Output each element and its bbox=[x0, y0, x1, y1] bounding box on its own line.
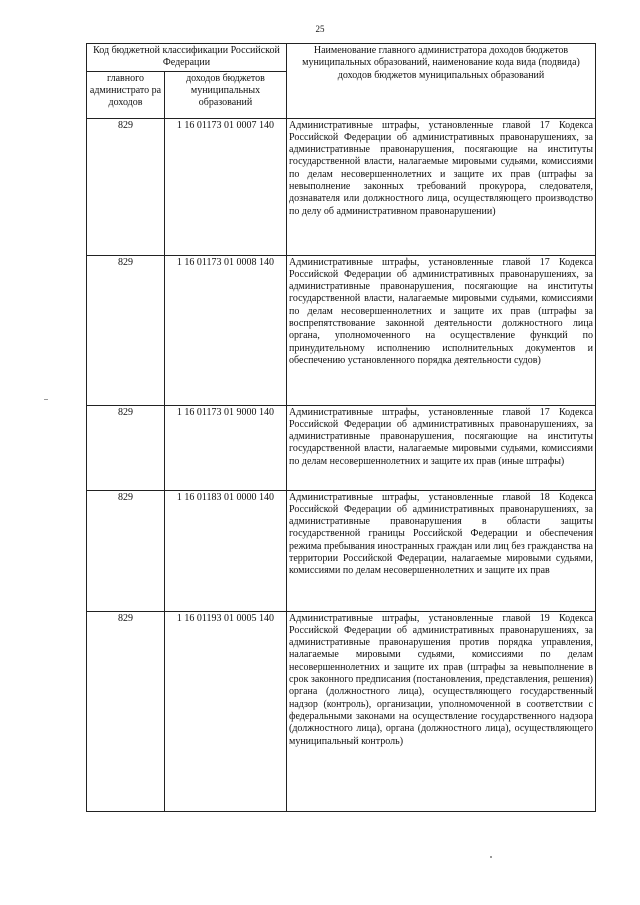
income-name-cell: Административные штрафы, установленные главой 17 Кодекса Российской Федерации об административных правонарушениях, за административные правонарушения, посягающие на институты государственной власти, налагаемые мировыми судьями, комиссиями по делам несовершеннолетних и защите их прав (иные штрафы) bbox=[287, 405, 596, 490]
income-code-cell: 1 16 01183 01 0000 140 bbox=[165, 490, 287, 611]
header-name-column: Наименование главного администратора доходов бюджетов муниципальных образований, наименование кода вида (подвида) доходов бюджетов муниципальных образований bbox=[287, 44, 596, 119]
table-row bbox=[87, 490, 596, 611]
admin-code-cell: 829 bbox=[87, 405, 165, 490]
table-row bbox=[87, 405, 596, 490]
income-code-cell: 1 16 01173 01 9000 140 bbox=[165, 405, 287, 490]
table-row bbox=[87, 255, 596, 405]
admin-code-cell: 829 bbox=[87, 611, 165, 811]
income-code-cell: 1 16 01193 01 0005 140 bbox=[165, 611, 287, 811]
admin-code-cell: 829 bbox=[87, 118, 165, 255]
page-number: 25 bbox=[315, 24, 325, 34]
admin-code-cell: 829 bbox=[87, 490, 165, 611]
income-code-cell: 1 16 01173 01 0007 140 bbox=[165, 118, 287, 255]
scan-mark bbox=[44, 399, 48, 400]
income-name-cell: Административные штрафы, установленные главой 19 Кодекса Российской Федерации об административных правонарушениях, за административные правонарушения против порядка управления, налагаемые мировыми судьями, комиссиями по делам несовершеннолетних и защите их прав (штрафы за невыполнение в срок законного предписания (постановления, представления, решения) органа (должностного лица), осуществляющего государственный надзор (контроль), организации, уполномоченной в соответствии с федеральными законами на осуществление государственного надзора (должностного лица), органа (должностного лица), осуществляющего муниципальный контроль) bbox=[287, 611, 596, 811]
scan-mark bbox=[490, 856, 492, 858]
income-code-cell: 1 16 01173 01 0008 140 bbox=[165, 255, 287, 405]
income-name-cell: Административные штрафы, установленные главой 17 Кодекса Российской Федерации об административных правонарушениях, за административные правонарушения, посягающие на институты государственной власти, налагаемые мировыми судьями, комиссиями по делам несовершеннолетних и защите их прав (штрафы за невыполнение законных требований прокурора, следователя, дознавателя или должностного лица, осуществляющего производство по делу об административном правонарушении) bbox=[287, 118, 596, 255]
header-budget-code-group: Код бюджетной классификации Российской Федерации bbox=[87, 44, 287, 72]
table-row bbox=[87, 118, 596, 255]
income-name-cell: Административные штрафы, установленные главой 18 Кодекса Российской Федерации об административных правонарушениях, за административные правонарушения в области защиты государственной границы Российской Федерации и обеспечения режима пребывания иностранных граждан или лиц без гражданства на территории Российской Федерации, налагаемые мировыми судьями, комиссиями по делам несовершеннолетних и защите их прав bbox=[287, 490, 596, 611]
header-income-code-column: доходов бюджетов муниципальных образований bbox=[165, 71, 287, 118]
table-row bbox=[87, 611, 596, 811]
header-admin-column: главного администрато ра доходов bbox=[87, 71, 165, 118]
income-name-cell: Административные штрафы, установленные главой 17 Кодекса Российской Федерации об административных правонарушениях, за административные правонарушения, посягающие на институты государственной власти, налагаемые мировыми судьями, комиссиями по делам несовершеннолетних и защите их прав (штрафы за воспрепятствование законной деятельности должностного лица органа, уполномоченного на осуществление функций по принудительному исполнению исполнительных документов и обеспечению установленного порядка деятельности судов) bbox=[287, 255, 596, 405]
budget-classification-table bbox=[86, 43, 596, 812]
admin-code-cell: 829 bbox=[87, 255, 165, 405]
